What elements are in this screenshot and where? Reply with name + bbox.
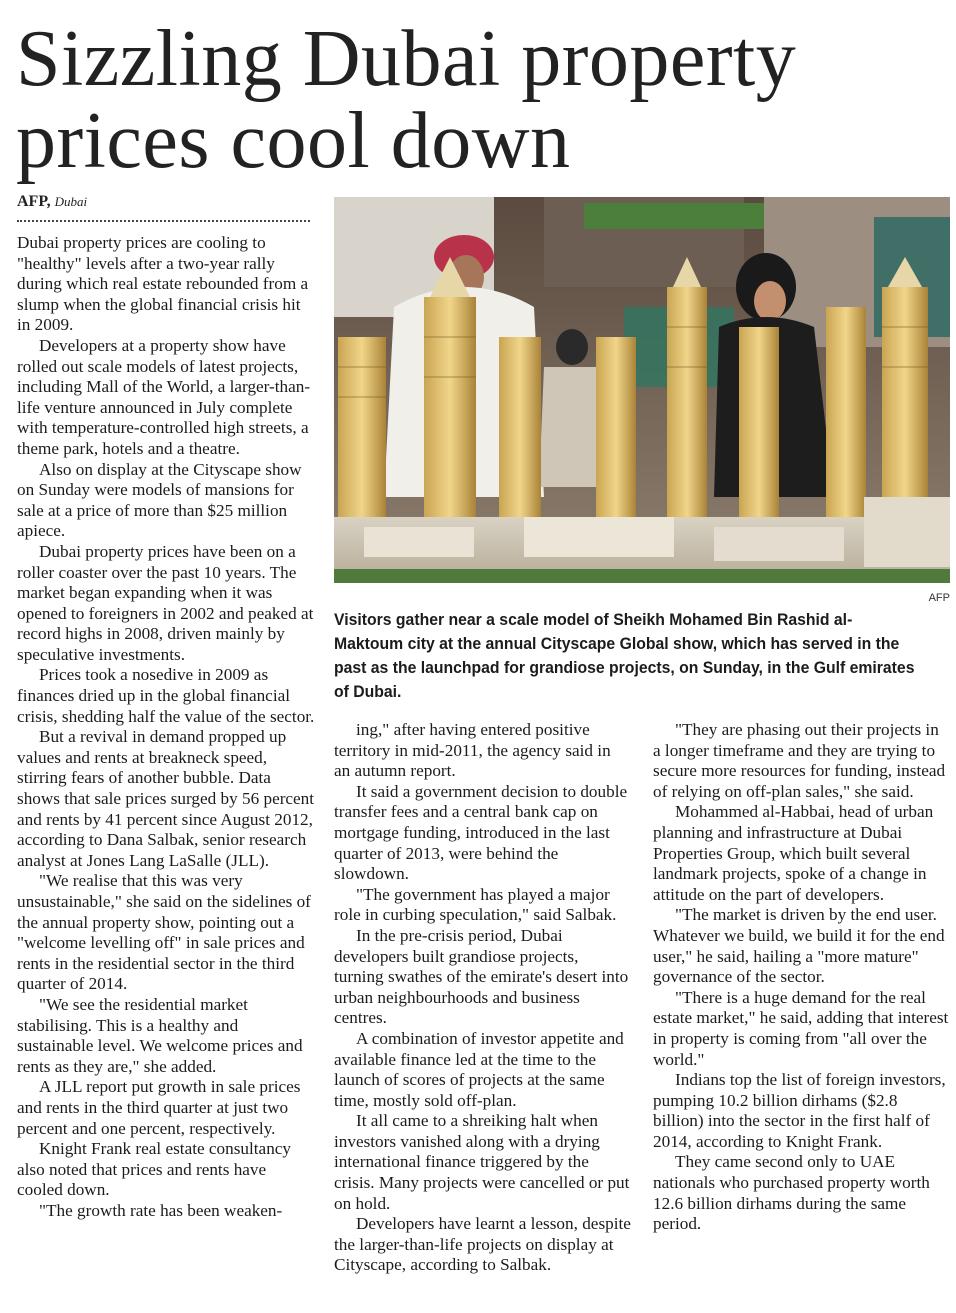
article-paragraph: Indians top the list of foreign investors, pumping 10.2 billion dirhams ($2.8 billion) into the sector in the first half of 2014, according to Knight Frank. xyxy=(653,1070,946,1151)
article-paragraph: Developers have learnt a lesson, despite the larger-than-life projects on display at Cityscape, according to Salbak. xyxy=(334,1214,631,1275)
article-paragraph: "There is a huge demand for the real estate market," he said, adding that interest in property is coming from "all over the world." xyxy=(653,987,949,1069)
article-column-3 xyxy=(653,720,949,1313)
article-paragraph: It said a government decision to double transfer fees and a central bank cap on mortgage funding, introduced in the last quarter of 2013, were behind the slowdown. xyxy=(334,781,628,884)
article-paragraph: A JLL report put growth in sale prices and rents in the third quarter at just two percent and one percent, respectively. xyxy=(17,1077,301,1138)
byline-place: Dubai xyxy=(54,194,88,209)
article-paragraph: Also on display at the Cityscape show on Sunday were models of mansions for sale at a price of more than $25 million apiece. xyxy=(17,459,302,541)
photo-credit: AFP xyxy=(928,592,950,604)
article-paragraph: "They are phasing out their projects in a longer timeframe and they are trying to secure more resources for funding, instead of relying on off-plan sales," she said. xyxy=(653,720,946,801)
article-paragraph: Prices took a nosedive in 2009 as finances dried up in the global financial crisis, shedding half the value of the sector. xyxy=(17,665,315,726)
photo-caption: Visitors gather near a scale model of Sheikh Mohamed Bin Rashid al-Maktoum city at the annual Cityscape Global show, which has served in the past as the launchpad for grandiose projects, on Sunday, in the Gulf emirates of Dubai. xyxy=(334,610,915,701)
article-paragraph: Developers at a property show have rolled out scale models of latest projects, including Mall of the World, a larger-than-life venture announced in July complete with temperature-controlled high streets, a theme park, hotels and a theatre. xyxy=(17,335,311,458)
article-paragraph: In the pre-crisis period, Dubai developers built grandiose projects, turning swathes of the emirate's desert into urban neighbourhoods and business centres. xyxy=(334,925,629,1028)
byline xyxy=(17,193,87,211)
article-column-2 xyxy=(334,720,631,1313)
article-paragraph: "The market is driven by the end user. Whatever we build, we build it for the end user," he said, hailing a "more mature" governance of the sector. xyxy=(653,905,945,987)
news-photo xyxy=(334,197,950,583)
article-paragraph: Dubai property prices have been on a roller coaster over the past 10 years. The market began expanding when it was opened to foreigners in 2002 and peaked at record highs in 2008, driven mainly by speculative investments. xyxy=(17,541,314,664)
article-paragraph: They came second only to UAE nationals who purchased property worth 12.6 billion dirhams during the same period. xyxy=(653,1152,930,1234)
article-paragraph: Mohammed al-Habbai, head of urban planning and infrastructure at Dubai Properties Group, which built several landmark projects, spoke of a change in attitude on the part of developers. xyxy=(653,802,934,904)
article-paragraph: Knight Frank real estate consultancy also noted that prices and rents have cooled down. xyxy=(17,1139,292,1200)
article-paragraph: "We see the residential market stabilising. This is a healthy and sustainable level. We welcome prices and rents as they are," she added. xyxy=(17,994,303,1076)
byline-agency: AFP, xyxy=(17,193,51,210)
article-paragraph: A combination of investor appetite and available finance led at the time to the launch of scores of projects at the same time, mostly sold off-plan. xyxy=(334,1028,624,1110)
article-paragraph: "We realise that this was very unsustainable," she said on the sidelines of the annual property show, pointing out a "welcome levelling off" in sale prices and rents in the residential sector in the third quarter of 2014. xyxy=(17,871,311,994)
article-paragraph: ing," after having entered positive territory in mid-2011, the agency said in an autumn report. xyxy=(334,720,611,781)
article-paragraph: Dubai property prices are cooling to "healthy" levels after a two-year rally during which real estate rebounded from a slump when the global financial crisis hit in 2009. xyxy=(17,233,309,335)
article-paragraph: It all came to a shreiking halt when investors vanished along with a drying international finance triggered by the crisis. Many projects were cancelled or put on hold. xyxy=(334,1111,630,1213)
article-paragraph: But a revival in demand propped up values and rents at breakneck speed, stirring fears of another bubble. Data shows that sale prices surged by 56 percent and rents by 41 percent since August 2012, according to Dana Salbak, senior research analyst at Jones Lang LaSalle (JLL). xyxy=(17,727,315,870)
article-column-1 xyxy=(17,233,315,1313)
headline: Sizzling Dubai property prices cool down xyxy=(16,15,797,185)
dotted-divider xyxy=(17,220,310,222)
article-paragraph: "The government has played a major role in curbing speculation," said Salbak. xyxy=(334,884,617,925)
article-paragraph: "The growth rate has been weaken- xyxy=(39,1200,283,1220)
